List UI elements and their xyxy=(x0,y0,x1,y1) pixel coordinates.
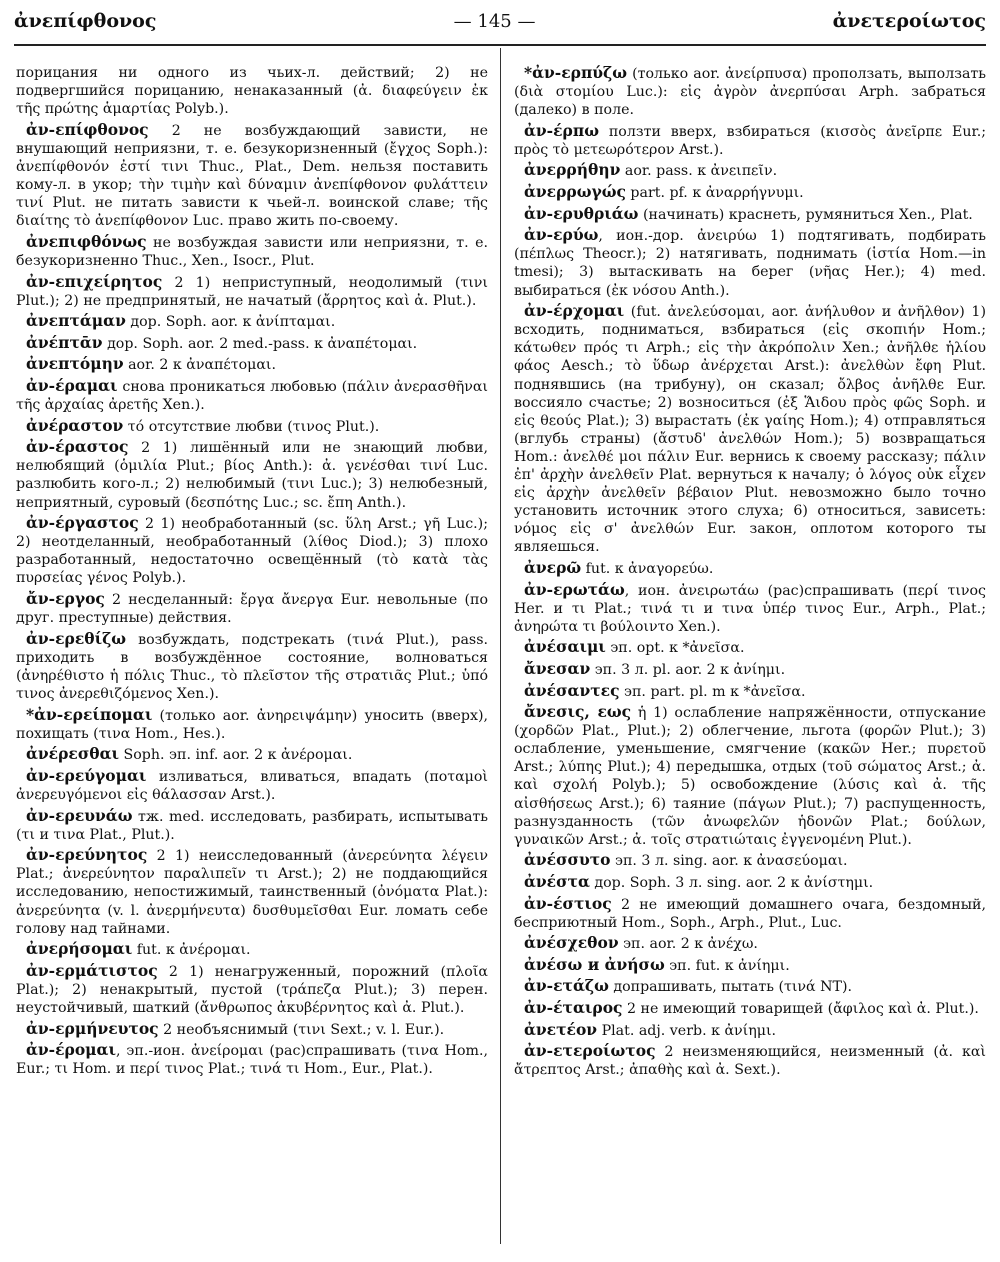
entry-headword: ἀν-ερεθίζω xyxy=(26,628,127,648)
dictionary-entry xyxy=(514,122,986,159)
entry-definition: 2 несделанный: ἔργα ἄνεργα Eur. невольные (по друг. преступные) действия. xyxy=(16,592,488,627)
dictionary-entry xyxy=(514,682,986,701)
entry-headword: ἀν-επιχείρητος xyxy=(26,271,163,291)
dictionary-entry xyxy=(16,514,488,587)
entry-headword: ἀνετέον xyxy=(524,1019,598,1039)
entry-headword: ἀν-ερμάτιστος xyxy=(26,960,158,980)
dictionary-entry xyxy=(16,233,488,270)
dictionary-entry xyxy=(16,377,488,414)
dictionary-entry xyxy=(514,873,986,892)
entry-headword: ἀν-έστιος xyxy=(524,893,612,913)
entry-definition: эп. aor. 2 к ἀνέχω. xyxy=(618,936,758,953)
entry-definition: эп. fut. к ἀνίημι. xyxy=(664,957,790,974)
entry-definition: не возбуждая зависти или неприязни, т. е. безукоризненно Thuc., Xen., Isocr., Plut. xyxy=(16,234,488,269)
dictionary-entry xyxy=(514,660,986,679)
dictionary-entry xyxy=(16,355,488,374)
page-number: — 145 — xyxy=(453,11,536,32)
entry-headword: ἀν-ερμήνευτος xyxy=(26,1018,159,1038)
dictionary-entry xyxy=(514,638,986,657)
entry-definition: дор. Soph. aor. 2 med.-pass. к ἀναπέτομαι. xyxy=(102,335,418,352)
entry-headword: ἀν-ερευνάω xyxy=(26,805,133,825)
dictionary-entry xyxy=(16,312,488,331)
entry-definition: ползти вверх, взбираться (κισσὸς ἀνεῖρπε Eur.; πρὸς τὸ μετεωρότερον Arst.). xyxy=(514,123,986,158)
entry-headword: ἀν-έρπω xyxy=(524,120,599,140)
entry-definition: 2 1) неприступный, неодолимый (τινι Plut.); 2) не предпринятый, не начатый (ἄρρητος καὶ ἀ. Plut.). xyxy=(16,274,488,309)
dictionary-entry xyxy=(16,846,488,937)
entry-headword: ἀν-ετάζω xyxy=(524,976,609,996)
entry-headword: ἀνέσσυτο xyxy=(524,850,611,870)
entry-headword: *ἀν-ερπύζω xyxy=(524,63,627,82)
entry-headword: ἀνερήσομαι xyxy=(26,939,133,959)
dictionary-entry xyxy=(16,417,488,436)
entry-headword: ἀνερρωγώς xyxy=(524,182,626,202)
dictionary-entry xyxy=(16,273,488,310)
dictionary-entry xyxy=(514,895,986,932)
entry-definition: fut. к ἀνέρομαι. xyxy=(132,942,251,959)
entry-definition: тж. med. исследовать, разбирать, испытывать (τι и τινα Plat., Plut.). xyxy=(16,808,488,843)
entry-headword: ἀνερῶ xyxy=(524,557,582,577)
entry-headword: ἀν-ετεροίωτος xyxy=(524,1041,656,1061)
entry-headword: ἄνεσις, εως xyxy=(524,702,632,722)
entry-definition: 2 1) лишённый или не знающий любви, нелюбящий (ὁμιλία Plut.; βίος Anth.): ἀ. γενέσθαι τινί Luc. разлюбить кого-л.; 2) нелюбимый (τινι Luc.); 3) нелюбезный, неприятный, суровый (δεσπότης Luc.; sc. ἔπη Anth.). xyxy=(16,440,488,511)
entry-definition: 2 1) ненагруженный, порожний (πλοῖα Plat.); 2) ненакрытый, пустой (τράπεζα Plut.); 3) перен. неустойчивый, шаткий (ἄνθρωπος ἀκυβέρνητος καὶ ἀ. Plut.). xyxy=(16,963,488,1016)
entry-definition: , эп.-ион. ἀνείρομαι (рас)спрашивать (τινα Hom., Eur.; τι Hom. и περί τινος Plat.; τινά τι Hom., Eur., Plat.). xyxy=(16,1043,488,1078)
dictionary-entry xyxy=(514,559,986,578)
dictionary-entry xyxy=(514,851,986,870)
dictionary-entry xyxy=(16,940,488,959)
entry-headword: ἀνεπτόμην xyxy=(26,354,124,374)
entry-headword: ἄν-εργος xyxy=(26,589,105,609)
entry-headword: ἀν-έργαστος xyxy=(26,513,139,533)
header-right-word: ἀνετεροίωτος xyxy=(832,10,986,32)
header-rule xyxy=(14,44,986,46)
dictionary-entry xyxy=(514,934,986,953)
entry-headword: ἄνεσαν xyxy=(524,658,591,678)
entry-headword: ἀν-έραμαι xyxy=(26,376,118,395)
entry-definition: , ион. ἀνειρωτάω (рас)спрашивать (περί τινος Her. и τι Plat.; τινά τι и τινα ὑπέρ τινος Eur., Arph., Plat.; ἀνηρώτα τι βούλοιντο Xen.). xyxy=(514,582,986,635)
dictionary-entry xyxy=(16,767,488,804)
dictionary-entry xyxy=(16,630,488,703)
dictionary-entry xyxy=(16,64,488,118)
dictionary-entry xyxy=(514,977,986,996)
dictionary-entry xyxy=(514,999,986,1018)
entry-headword: ἀνέσαντες xyxy=(524,680,620,700)
entry-definition: изливаться, вливаться, впадать (ποταμοὶ ἀνερευγόμενοι εἰς θάλασσαν Arst.). xyxy=(16,768,488,803)
entry-headword: ἀνέστα xyxy=(524,871,590,891)
dictionary-entry xyxy=(16,590,488,627)
dictionary-entry xyxy=(16,962,488,1017)
entry-definition: 2 неизменяющийся, неизменный (ἀ. καὶ ἄτρεπτος Arst.; ἀπαθὴς καὶ ἀ. Sext.). xyxy=(514,1044,986,1079)
entry-headword: ἀνέραστον xyxy=(26,415,124,435)
dictionary-entry xyxy=(514,205,986,224)
entry-headword: ἀνεπιφθόνως xyxy=(26,231,147,251)
entry-definition: дор. Soph. aor. к ἀνίπταμαι. xyxy=(125,314,336,331)
entry-headword: ἀν-έρομαι xyxy=(26,1040,116,1060)
entry-headword: ἀν-έραστος xyxy=(26,437,129,457)
entry-definition: 2 необъяснимый (τινι Sext.; v. l. Eur.). xyxy=(158,1021,445,1038)
entry-definition: возбуждать, подстрекать (τινά Plut.), pass. приходить в возбуждённое состояние, волноваться (ἀνηρέθιστο ἡ πόλις Thuc., τὸ πλεῖστον τῆς στρατιᾶς Plut.; ὑπό τινος ἀνερεθιζόμενος Xen.). xyxy=(16,631,488,702)
dictionary-entry xyxy=(514,302,986,556)
left-column xyxy=(16,64,488,1081)
entry-definition: 2 1) неисследованный (ἀνερεύνητα λέγειν Plat.; ἀνερεύνητον παραλιπεῖν τι Arst.); 2) не поддающийся исследованию, непостижимый, таинственный (ὀνόματα Plat.): ἀνερεύνητα (v. l. ἀνερμήνευτα) δυσθυμεῖσθαι Eur. ломать себе голову над тайнами. xyxy=(16,848,488,937)
dictionary-entry xyxy=(514,226,986,299)
dictionary-entry xyxy=(16,438,488,511)
dictionary-entry xyxy=(16,334,488,353)
entry-definition: снова проникаться любовью (πάλιν ἀνερασθῆναι τῆς ἀρχαίας ἀρετῆς Xen.). xyxy=(16,379,488,414)
entry-definition: Soph. эп. inf. aor. 2 к ἀνέρομαι. xyxy=(119,747,353,764)
entry-headword: ἀν-ερυθριάω xyxy=(524,203,639,223)
entry-headword: ἀνέσω и ἀνήσω xyxy=(524,954,665,974)
entry-headword: ἀνέσχεθον xyxy=(524,933,619,953)
entry-definition: порицания ни одного из чьих-л. действий; 2) не подвергшийся порицанию, ненаказанный (ἀ. διαφεύγειν ἐκ τῆς πρώτης ἁμαρτίας Polyb.). xyxy=(16,65,488,118)
entry-definition: aor. 2 к ἀναπέτομαι. xyxy=(123,357,276,374)
entry-definition: (начинать) краснеть, румяниться Xen., Plat. xyxy=(638,206,973,223)
right-column xyxy=(514,64,986,1082)
entry-headword: ἀνεπτάμαν xyxy=(26,311,126,331)
entry-headword: ἀν-ερεύγομαι xyxy=(26,765,147,785)
entry-headword: ἀν-ερεύνητος xyxy=(26,845,148,865)
dictionary-entry xyxy=(16,807,488,844)
entry-definition: 2 1) необработанный (sc. ὕλη Arst.; γῆ Luc.); 2) неотделанный, необработанный (λίθος Diod.); 3) плохо разработанный, недостаточно освещённый (τὸ κατὰ τὰς πυρσείας γένος Polyb.). xyxy=(16,516,488,587)
dictionary-entry xyxy=(16,1020,488,1039)
entry-definition: (только aor. ἀνείρπυσα) проползать, выползать (διὰ στομίου Luc.): εἰς ἀγρὸν ἀνερπύσαι Arph. забраться (далеко) в поле. xyxy=(514,66,986,119)
dictionary-entry xyxy=(16,706,488,743)
dictionary-entry xyxy=(514,956,986,975)
entry-headword: *ἀν-ερείπομαι xyxy=(26,704,153,724)
entry-definition: 2 не возбуждающий зависти, не внушающий неприязни, т. е. безукоризненный (ἔγχος Soph.): ἀνεπίφθονόν ἐστί τινι Thuc., Plat., Dem. нельзя поставить кому-л. в укор; τὴν τιμὴν καὶ δύναμιν ἀνεπίφθονον φυλάττειν τινί Plut. не питать зависти к чьей-л. воинской славе; τῆς διαίτης τὸ ἀνεπίφθονον Luc. право жить по-своему. xyxy=(16,122,488,230)
entry-definition: допрашивать, пытать (τινά NT). xyxy=(608,979,853,996)
entry-definition: эп. 3 л. pl. aor. 2 к ἀνίημι. xyxy=(590,661,786,678)
dictionary-entry xyxy=(514,161,986,180)
entry-headword: ἀν-ερύω xyxy=(524,225,599,245)
entry-headword: ἀνέσαιμι xyxy=(524,637,606,657)
entry-headword: ἀνερρήθην xyxy=(524,160,621,180)
header-left-word: ἀνεπίφθονος xyxy=(14,10,157,32)
entry-definition: (fut. ἀνελεύσομαι, aor. ἀνήλυθον и ἀνῆλθον) 1) всходить, подниматься, взбираться (εἰς σκοπιήν Hom.; κάτωθεν πρός τι Arph.; εἰς τὴν ἀκρόπολιν Xen.; ἀνῆλθε ἡλίου φάος Aesch.; τὸ ὕδωρ ἀνέρχεται Arst.): ἀνελθὼν ἔφη Plut. поднявшись (на трибуну), он сказал; ὄλβος ἀνῆλθε Eur. воссияло счастье; 2) возноситься (ἐξ Ἅιδου πρὸς φῶς Soph. и εἰς θεούς Plat.); 3) вырастать (ἐκ γαίης Hom.); 4) отправляться (вглубь страны) (ἄστυδ' ἀνελθών Hom.); 5) возвращаться Hom.: ἀνελθέ μοι πάλιν Eur. вернись к своему рассказу; πάλιν ἐπ' ἀρχὴν ἀνελθεῖν Plat. вернуться к началу; ὁ λόγος οὐκ εἶχεν εἰς ἀρχὴν ἀνελθεῖν βέβαιον Plut. невозможно было точно установить источник этого слуха; 6) относиться, зависеть: νόμος εἰς σ' ἀνελθών Eur. закон, оплотом которого ты являешься. xyxy=(514,304,986,556)
entry-headword: ἀν-επίφθονος xyxy=(26,119,149,139)
entry-definition: (только aor. ἀνηρειψάμην) уносить (вверх), похищать (τινα Hom., Hes.). xyxy=(16,707,488,742)
entry-definition: 2 не имеющий домашнего очага, бездомный, бесприютный Hom., Soph., Arph., Plut., Luc. xyxy=(514,896,986,931)
entry-headword: ἀν-έρχομαι xyxy=(524,301,625,321)
entry-definition: part. pf. к ἀναρρήγνυμι. xyxy=(625,185,804,202)
entry-headword: ἀν-έταιρος xyxy=(524,998,623,1017)
column-divider xyxy=(500,48,501,1244)
entry-definition: Plat. adj. verb. к ἀνίημι. xyxy=(597,1022,777,1039)
dictionary-entry xyxy=(514,64,986,119)
entry-headword: ἀνέπτᾱν xyxy=(26,332,103,352)
entry-definition: fut. к ἀναγορεύω. xyxy=(581,560,714,577)
dictionary-entry xyxy=(514,183,986,202)
dictionary-entry xyxy=(514,581,986,636)
entry-definition: эп. part. pl. m к *ἀνεῖσα. xyxy=(619,683,806,700)
entry-definition: , ион.-дор. ἀνειρύω 1) подтягивать, подбирать (πέπλως Theocr.); 2) натягивать, поднимать (ἱστία Hom.—in tmesi); 3) вытаскивать на берег (νῆας Her.); 4) med. выбираться (ἐκ νόσου Anth.). xyxy=(514,228,986,299)
entry-definition: дор. Soph. 3 л. sing. aor. 2 к ἀνίστημι. xyxy=(589,874,874,891)
entry-definition: ἡ 1) ослабление напряжённости, отпускание (χορδῶν Plat., Plut.); 2) облегчение, льгота (φορῶν Plut.); 3) ослабление, уменьшение, смягчение (κακῶν Her.; πυρετοῦ Arst.; λύπης Plut.); 4) передышка, отдых (τοῦ σώματος Arst.; ἀ. καὶ σχολή Polyb.); 5) освобождение (λύσις καὶ ἀ. τῆς αἰσθήσεως Arst.); 6) таяние (πάγων Plut.); 7) распущенность, разнузданность (τῶν ἀνωφελῶν ἡδονῶν Plat.; δούλων, γυναικῶν Arst.; ἀ. τοῖς στρατιώταις ἐγγενομένη Plut.). xyxy=(514,705,986,848)
entry-headword: ἀνέρεσθαι xyxy=(26,744,120,764)
entry-headword: ἀν-ερωτάω xyxy=(524,579,625,599)
dictionary-entry xyxy=(514,703,986,849)
dictionary-entry xyxy=(514,1042,986,1079)
running-header xyxy=(14,10,986,40)
dictionary-entry xyxy=(16,745,488,764)
entry-definition: 2 не имеющий товарищей (ἄφιλος καὶ ἀ. Plut.). xyxy=(622,1001,979,1017)
dictionary-entry xyxy=(514,1021,986,1040)
entry-definition: эп. 3 л. sing. aor. к ἀνασεύομαι. xyxy=(610,853,848,870)
dictionary-entry xyxy=(16,1041,488,1078)
dictionary-entry xyxy=(16,121,488,231)
entry-definition: τό отсутствие любви (τινος Plut.). xyxy=(123,418,380,435)
entry-definition: aor. pass. к ἀνειπεῖν. xyxy=(620,163,778,180)
entry-definition: эп. opt. к *ἀνεῖσα. xyxy=(605,640,745,657)
